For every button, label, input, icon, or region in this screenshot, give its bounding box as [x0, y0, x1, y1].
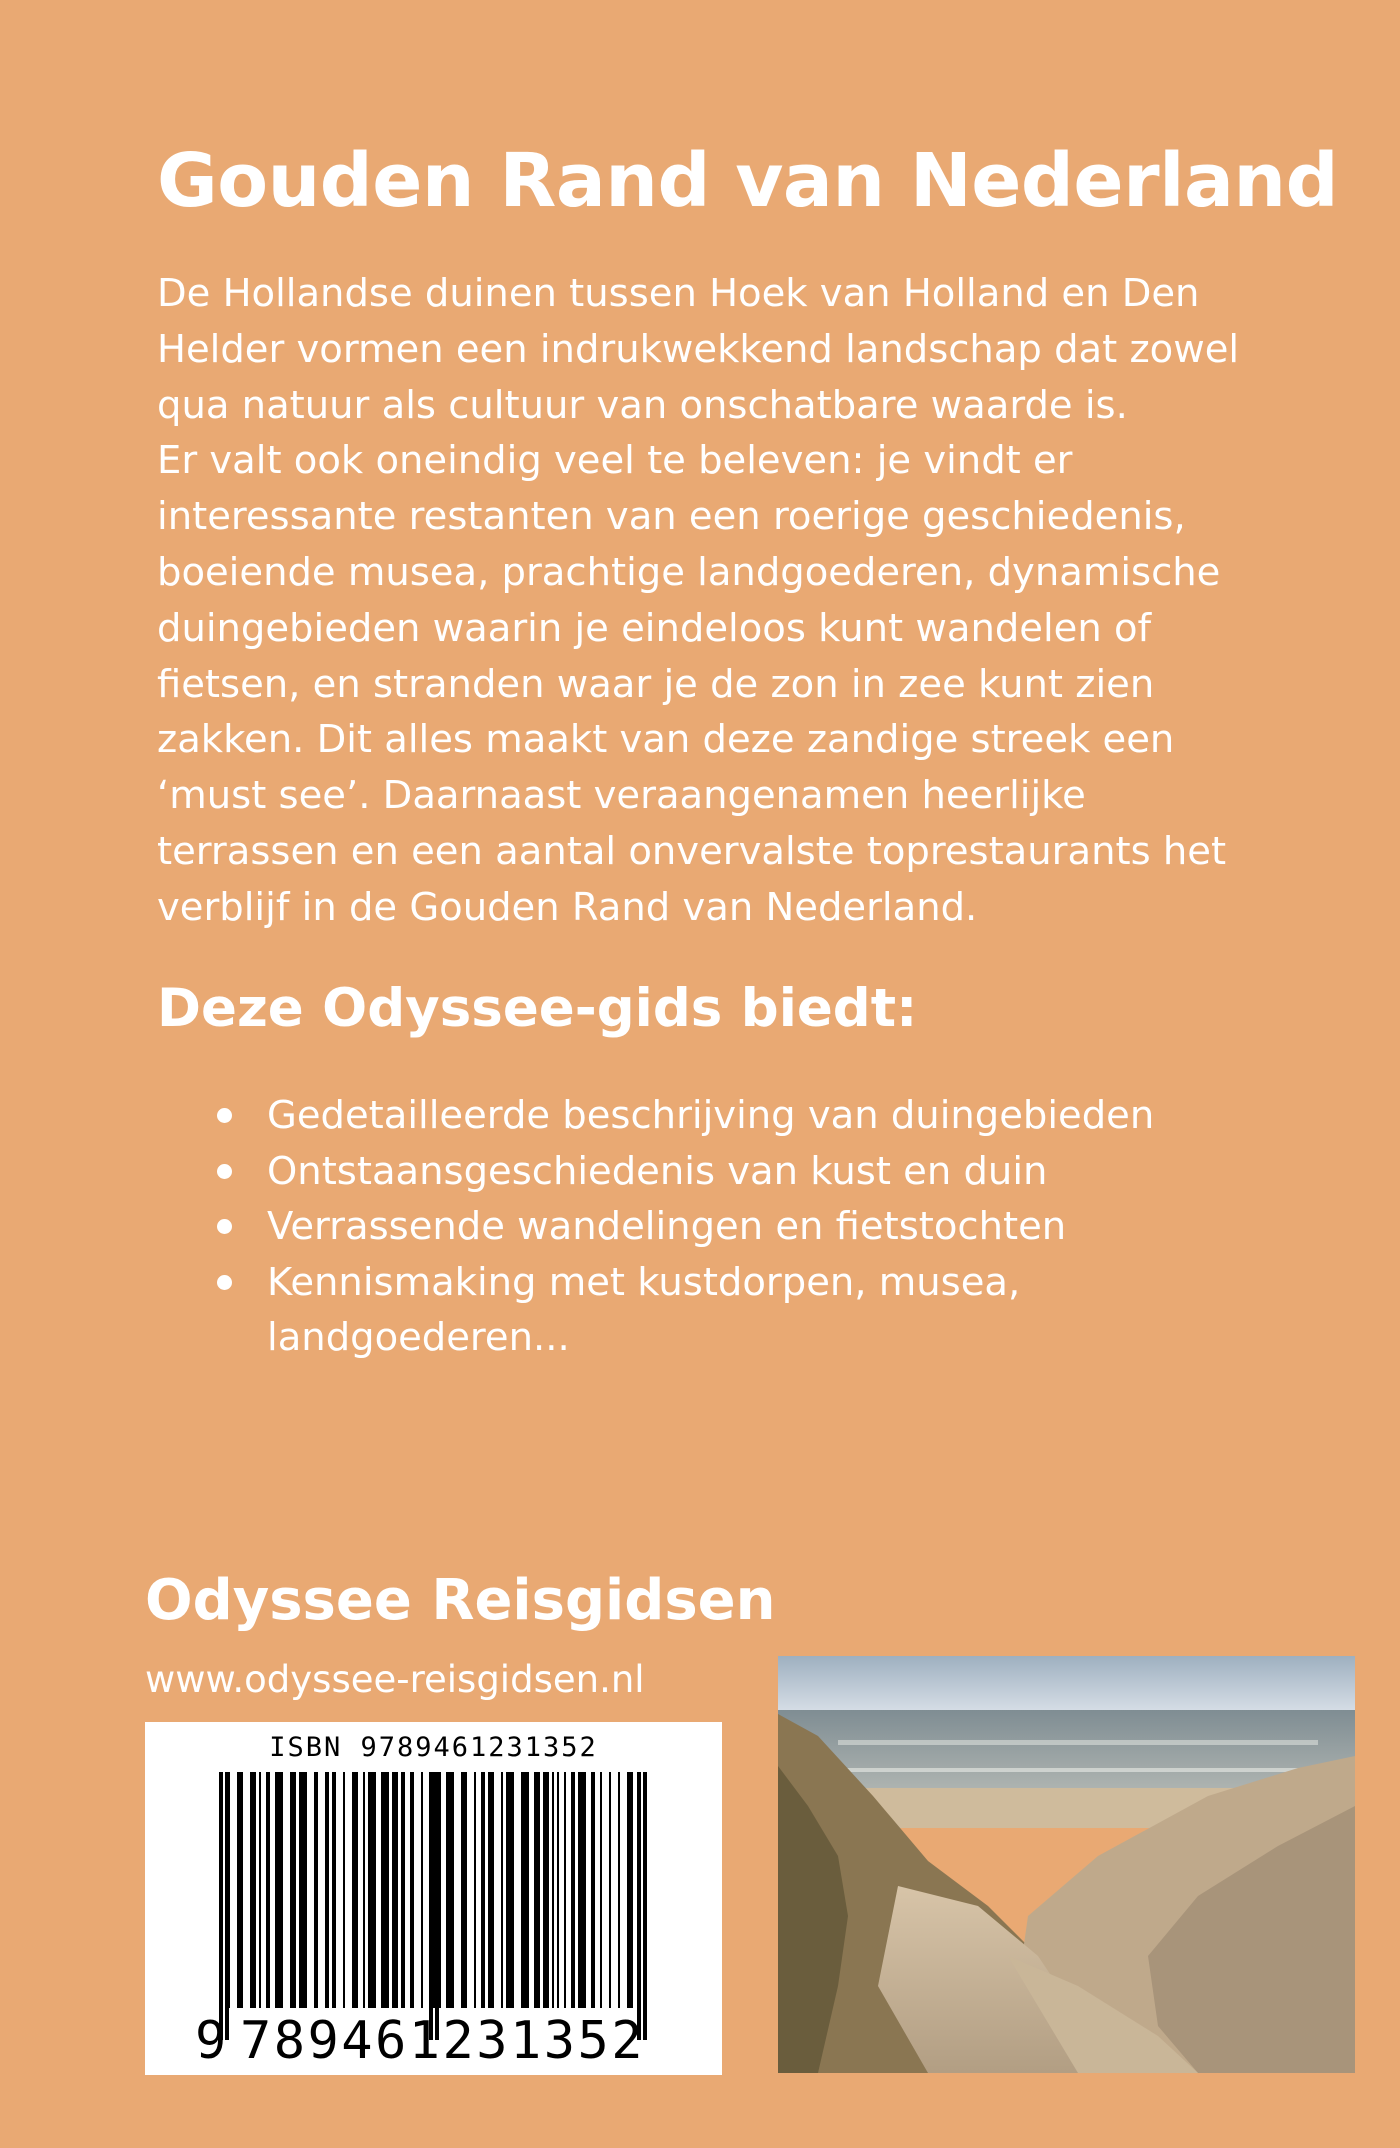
barcode-bar — [363, 1772, 365, 2008]
barcode-bar — [343, 1772, 345, 2008]
barcode-bar — [557, 1772, 559, 2008]
barcode-bar — [618, 1772, 620, 2008]
barcode-bar — [381, 1772, 389, 2008]
barcode-bar — [627, 1772, 633, 2008]
barcode-graphic — [145, 1722, 722, 2075]
barcode-bar — [439, 1772, 441, 2008]
barcode-guard-bar — [637, 1772, 641, 2040]
barcode-bar — [481, 1772, 485, 2008]
barcode-bar — [401, 1772, 405, 2008]
features-heading: Deze Odyssee-gids biedt: — [157, 978, 918, 1039]
feature-text: Kennismaking met kustdorpen, musea, landgoederen... — [267, 1259, 1021, 1360]
barcode-digit: 3 — [543, 2011, 576, 2071]
barcode-digit: 7 — [240, 2011, 272, 2071]
barcode-bar — [521, 1772, 529, 2008]
isbn-label: ISBN 9789461231352 — [269, 1732, 598, 1763]
barcode-digit: 2 — [611, 2011, 643, 2071]
barcode-bar — [591, 1772, 595, 2008]
barcode-digit: 1 — [510, 2011, 542, 2071]
barcode-bar — [600, 1772, 602, 2008]
barcode-digit: 2 — [442, 2011, 474, 2071]
book-title: Gouden Rand van Nederland — [157, 138, 1339, 224]
barcode-bar — [237, 1772, 243, 2008]
barcode-guard-bar — [225, 1772, 229, 2040]
bullet-icon — [217, 1275, 232, 1290]
barcode-digit: 9 — [307, 2011, 339, 2071]
barcode-bar — [543, 1772, 549, 2008]
barcode-bar — [368, 1772, 376, 2008]
barcode-digit: 3 — [476, 2011, 508, 2071]
intro-text — [157, 266, 1277, 936]
barcode-bar — [534, 1772, 540, 2008]
barcode-bar — [392, 1772, 398, 2008]
barcode-digit: 9 — [195, 2011, 227, 2071]
isbn-barcode — [145, 1722, 722, 2075]
barcode-bar — [290, 1772, 296, 2008]
barcode-bar — [474, 1772, 476, 2008]
barcode-guard-bar — [643, 1772, 647, 2040]
feature-item — [267, 1199, 1267, 1255]
barcode-digit: 6 — [375, 2011, 407, 2071]
barcode-digit: 8 — [273, 2011, 306, 2071]
feature-item — [267, 1255, 1267, 1366]
website-url: www.odyssee-reisgidsen.nl — [145, 1658, 645, 1701]
barcode-bar — [266, 1772, 270, 2008]
barcode-digit: 1 — [408, 2011, 441, 2071]
feature-item — [267, 1088, 1267, 1144]
beach-dune-photo — [778, 1656, 1355, 2073]
barcode-bar — [352, 1772, 358, 2008]
barcode-bar — [250, 1772, 256, 2008]
intro-paragraph: Er valt ook oneindig veel te beleven: je vindt er interessante restanten van een roerige geschiedenis, boeiende musea, prachtige landgoederen, dynamische duingebieden waarin je eindeloos kunt wandelen of fietsen, en stranden waar je de zon in zee kunt zien zakken. Dit alles maakt van deze zandige streek een ‘must see’. Daarnaast veraangenamen heerlijke terrassen en een aantal onvervalste toprestaurants het verblijf in de Gouden Rand van Nederland. — [157, 438, 1227, 930]
barcode-bar — [461, 1772, 467, 2008]
barcode-bar — [325, 1772, 329, 2008]
barcode-bar — [275, 1772, 283, 2008]
barcode-bar — [332, 1772, 336, 2008]
barcode-bar — [609, 1772, 611, 2008]
features-list — [267, 1088, 1267, 1366]
barcode-bar — [488, 1772, 494, 2008]
feature-text: Verrassende wandelingen en fietstochten — [267, 1204, 1067, 1249]
feature-text: Ontstaansgeschiedenis van kust en duin — [267, 1148, 1048, 1194]
barcode-bar — [446, 1772, 454, 2008]
barcode-digit: 4 — [341, 2011, 373, 2071]
publisher-name: Odyssee Reisgidsen — [145, 1568, 776, 1633]
intro-paragraph: De Hollandse duinen tussen Hoek van Holland en Den Helder vormen een indrukwekkend landschap dat zowel qua natuur als cultuur van onschatbare waarde is. — [157, 271, 1240, 428]
bullet-icon — [217, 1108, 232, 1123]
feature-item — [267, 1144, 1267, 1200]
barcode-bar — [410, 1772, 414, 2008]
barcode-guard-bar — [435, 1772, 439, 2040]
barcode-bar — [506, 1772, 514, 2008]
barcode-bar — [501, 1772, 503, 2008]
barcode-bar — [421, 1772, 423, 2008]
barcode-bar — [314, 1772, 318, 2008]
barcode-guard-bar — [429, 1772, 433, 2040]
feature-text: Gedetailleerde beschrijving van duingebieden — [267, 1093, 1155, 1138]
bullet-icon — [217, 1219, 232, 1234]
barcode-bar — [571, 1772, 575, 2008]
barcode-bar — [299, 1772, 307, 2008]
barcode-bar — [259, 1772, 261, 2008]
barcode-bar — [552, 1772, 554, 2008]
barcode-digit: 5 — [577, 2011, 609, 2071]
barcode-guard-bar — [219, 1772, 223, 2040]
barcode-bar — [564, 1772, 566, 2008]
barcode-bar — [578, 1772, 586, 2008]
bullet-icon — [217, 1164, 232, 1179]
